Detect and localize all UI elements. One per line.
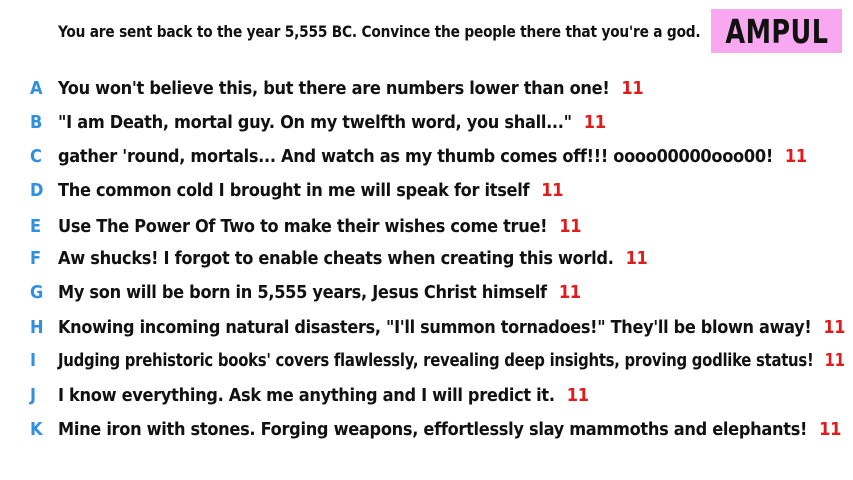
answer-letter: D: [30, 180, 44, 201]
answer-score: 11: [784, 146, 807, 167]
answer-row[interactable]: [0, 108, 853, 138]
answer-text: I know everything. Ask me anything and I will predict it. 11: [58, 385, 589, 406]
answer-score: 11: [819, 419, 842, 440]
answer-score: 11: [566, 385, 589, 406]
answer-row[interactable]: [0, 313, 853, 343]
answer-text: "I am Death, mortal guy. On my twelfth word, you shall..." 11: [58, 112, 606, 133]
answer-letter: E: [30, 216, 42, 237]
player-name: AMPUL: [724, 11, 829, 51]
answer-row[interactable]: [0, 415, 853, 445]
question-prompt: You are sent back to the year 5,555 BC. Convince the people there that you're a god.: [58, 22, 701, 41]
answer-row[interactable]: [0, 244, 853, 274]
answer-letter: C: [30, 146, 42, 167]
answer-score: 11: [824, 350, 845, 371]
answer-letter: I: [30, 350, 37, 371]
answer-score: 11: [823, 317, 846, 338]
answer-score: 11: [621, 78, 644, 99]
answer-letter: A: [30, 78, 43, 99]
answer-text: Use The Power Of Two to make their wishes come true! 11: [58, 216, 582, 237]
answer-row[interactable]: [0, 381, 853, 411]
answer-text: You won't believe this, but there are numbers lower than one! 11: [58, 78, 644, 99]
answer-row[interactable]: [0, 278, 853, 308]
answer-row[interactable]: [0, 142, 853, 172]
answer-score: 11: [541, 180, 564, 201]
answer-letter: J: [30, 385, 37, 406]
answer-letter: H: [30, 317, 44, 338]
answer-score: 11: [625, 248, 648, 269]
answer-row[interactable]: [0, 346, 853, 376]
answer-text: My son will be born in 5,555 years, Jesus Christ himself 11: [58, 282, 581, 303]
answer-text: Judging prehistoric books' covers flawlessly, revealing deep insights, proving godlike status! 11: [58, 350, 845, 371]
answer-text: gather 'round, mortals... And watch as my thumb comes off!!! oooo00000ooo00! 11: [58, 146, 807, 167]
answer-letter: K: [30, 419, 43, 440]
player-name-badge: [711, 9, 842, 53]
answer-row[interactable]: [0, 176, 853, 206]
answer-score: 11: [558, 282, 581, 303]
answer-score: 11: [559, 216, 582, 237]
answer-letter: F: [30, 248, 42, 269]
answer-text: Mine iron with stones. Forging weapons, effortlessly slay mammoths and elephants! 11: [58, 419, 842, 440]
answer-row[interactable]: [0, 212, 853, 242]
answer-row[interactable]: [0, 74, 853, 104]
answer-text: Aw shucks! I forgot to enable cheats when creating this world. 11: [58, 248, 648, 269]
answer-letter: G: [30, 282, 44, 303]
answer-score: 11: [583, 112, 606, 133]
answer-text: Knowing incoming natural disasters, "I'll summon tornadoes!" They'll be blown away! 11: [58, 317, 846, 338]
answer-text: The common cold I brought in me will speak for itself 11: [58, 180, 564, 201]
answer-letter: B: [30, 112, 43, 133]
